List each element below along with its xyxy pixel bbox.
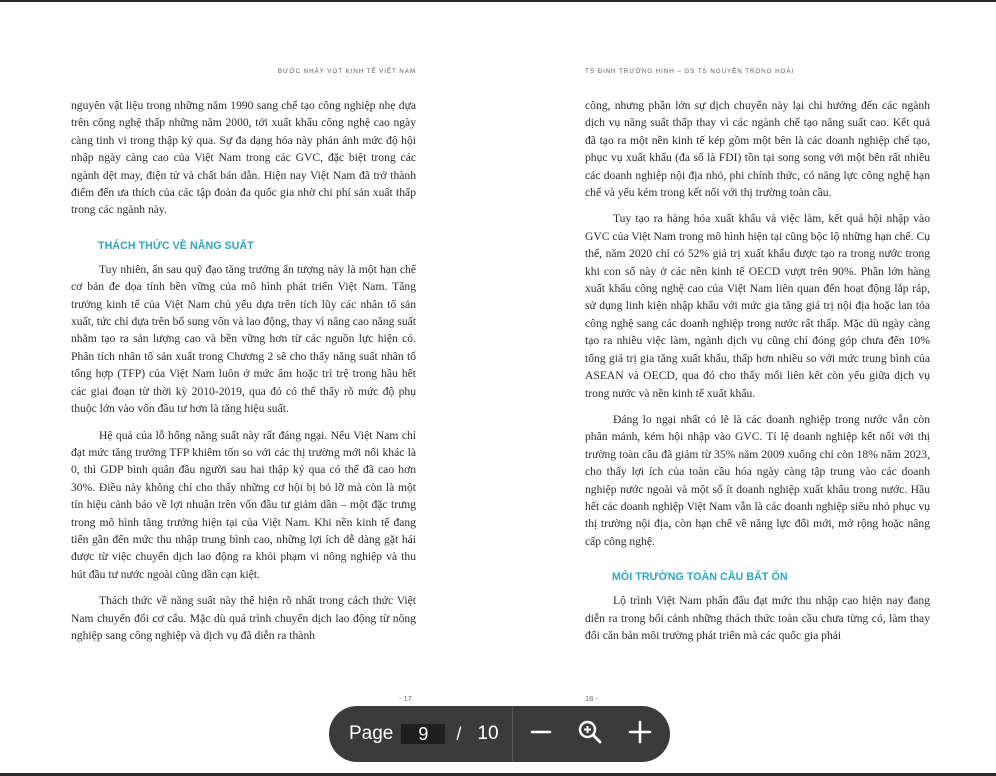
top-border	[0, 0, 996, 2]
left-page-body	[71, 97, 416, 644]
total-pages: 10	[477, 723, 499, 744]
toolbar-divider	[512, 706, 513, 762]
paragraph: Lộ trình Việt Nam phấn đấu đạt mức thu nhập cao hiện nay đang diễn ra trong bối cảnh những thách thức toàn cầu chưa từng có, làm thay đổi căn bản môi trường phát triển mà các quốc gia phải	[585, 594, 930, 642]
minus-icon	[530, 721, 552, 748]
zoom-in-button[interactable]	[622, 716, 658, 752]
paragraph: Hệ quả của lỗ hổng năng suất này rất đáng ngại. Nếu Việt Nam chỉ đạt mức tăng trưởng TFP khiêm tốn so với các thị trường mới nổi khác là 0, thì GDP bình quân đầu người sau hai thập kỷ qua có thể đã cao hơn 30%. Điều này không chỉ cho thấy những cơ hội bị bỏ lỡ mà còn là một tín hiệu cảnh báo về lợi nhuận trên vốn đầu tư giảm dần – một đặc trưng trong mô hình tăng trưởng hiện tại của Việt Nam. Khi nền kinh tế đang tiến gần đến mức thu nhập trung bình cao, những lợi ích dễ dàng gặt hái được từ việc chuyển dịch lao động ra khỏi phạm vi nông nghiệp và thu hút đầu tư nước ngoài cũng dần cạn kiệt.	[71, 428, 416, 581]
current-page-input[interactable]	[401, 724, 445, 744]
page-label: Page	[349, 723, 394, 744]
paragraph: Đáng lo ngại nhất có lẽ là các doanh nghiệp trong nước vẫn còn phân mảnh, kém hội nhập vào GVC. Tỉ lệ doanh nghiệp kết nối với thị trường toàn cầu đã giảm từ 35% năm 2009 xuống chỉ còn 18% năm 2023, cho thấy lợi ích của toàn cầu hóa ngày càng tập trung vào các doanh nghiệp nước ngoài và một số ít doanh nghiệp xuất khẩu trong nước. Hầu hết các doanh nghiệp Việt Nam vẫn là các doanh nghiệp siêu nhỏ phục vụ thị trường nội địa, còn hạn chế về năng lực đổi mới, mở rộng hoặc nâng cấp công nghệ.	[585, 412, 930, 548]
zoom-reset-button[interactable]	[572, 716, 608, 752]
paragraph: công, nhưng phần lớn sự dịch chuyển này lại chỉ hướng đến các ngành dịch vụ năng suất thấp thay vì các ngành chế tạo năng suất cao. Kết quả đã tạo ra một nền kinh tế kép gồm một bên là các doanh nghiệp chế tạo, phục vụ xuất khẩu (đa số là FDI) tồn tại song song với một bên rất nhiều các doanh nghiệp nội địa nhỏ, phi chính thức, có năng lực công nghệ hạn chế và yếu kém trong kết nối với thị trường toàn cầu.	[585, 99, 930, 200]
zoom-out-button[interactable]	[523, 716, 559, 752]
paragraph: Thách thức về năng suất này thể hiện rõ nhất trong cách thức Việt Nam chuyển đổi cơ cấu. Mặc dù quá trình chuyển dịch lao động từ nông nghiệp sang công nghiệp và dịch vụ đã diễn ra thành	[71, 594, 416, 642]
section-heading-productivity: THÁCH THỨC VỀ NĂNG SUẤT	[98, 239, 254, 252]
running-head-left: BƯỚC NHẢY VỌT KINH TẾ VIỆT NAM	[277, 68, 416, 75]
paragraph: Tuy tạo ra hàng hóa xuất khẩu và việc làm, kết quả hội nhập vào GVC của Việt Nam trong mô hình hiện tại cũng bộc lộ những hạn chế. Cụ thể, năm 2020 chỉ có 52% giá trị xuất khẩu được tạo ra trong nước trong khi con số này ở các nền kinh tế OECD vượt trên 90%. Phần lớn hàng xuất khẩu công nghệ cao của Việt Nam liên quan đến hoạt động lắp ráp, sử dụng linh kiện nhập khẩu với mức gia tăng giá trị nội địa hoặc lan tỏa công nghệ sang các doanh nghiệp trong nước rất thấp. Mặc dù ngày càng tạo ra nhiều việc làm, ngành dịch vụ cũng chỉ đóng góp chưa đến 10% tổng giá trị gia tăng xuất khẩu, thấp hơn nhiều so với mức trung bình của ASEAN và OECD, qua đó cho thấy mối liên kết còn yếu giữa dịch vụ trong nước và nền kinh tế xuất khẩu.	[585, 212, 930, 400]
page-number-left: - 17	[399, 694, 412, 703]
page-number-right: 18 -	[585, 694, 598, 703]
plus-icon	[628, 720, 652, 749]
magnifier-plus-icon	[577, 719, 603, 750]
paragraph: nguyên vật liệu trong những năm 1990 sang chế tạo công nghiệp nhẹ dựa trên công nghệ thấp những năm 2000, tới xuất khẩu công nghệ cao ngày càng tinh vi trong thập kỷ qua. Sự đa dạng hóa này phản ánh mức độ hội nhập ngày càng cao của Việt Nam trong các GVC, đặc biệt trong các ngành dệt may, điện tử và chất bán dẫn. Hiện nay Việt Nam đã trở thành điểm đến ưa thích của các tập đoàn đa quốc gia nhờ chi phí sản xuất thấp trong các ngành này.	[71, 99, 416, 217]
page-separator: /	[456, 723, 462, 744]
section-heading-global-environment: MÔI TRƯỜNG TOÀN CẦU BẤT ỔN	[612, 571, 788, 584]
paragraph: Tuy nhiên, ẩn sau quỹ đạo tăng trưởng ấn tượng này là một hạn chế cơ bản đe dọa tính bền vững của mô hình phát triển Việt Nam. Tăng trưởng kinh tế của Việt Nam chủ yếu dựa trên tích lũy các nhân tố sản xuất, tức chỉ dựa trên bổ sung vốn và lao động, thay vì nâng cao năng suất nhằm tạo ra sản lượng cao và bền vững hơn từ các nguồn lực hiện có. Phân tích nhân tố sản xuất trong Chương 2 sẽ cho thấy năng suất nhân tố tổng hợp (TFP) của Việt Nam luôn ở mức âm hoặc trì trệ trong hầu hết các giai đoạn từ thời kỳ 2010-2019, qua đó có thể thấy rõ mức độ phụ thuộc lớn vào vốn đầu tư hơn là tăng hiệu suất.	[71, 262, 416, 416]
running-head-right: TS ĐINH TRƯỜNG HINH – GS TS NGUYỄN TRỌNG HOÀI	[585, 68, 795, 75]
right-page-body	[585, 97, 930, 644]
viewer-toolbar	[329, 706, 670, 762]
